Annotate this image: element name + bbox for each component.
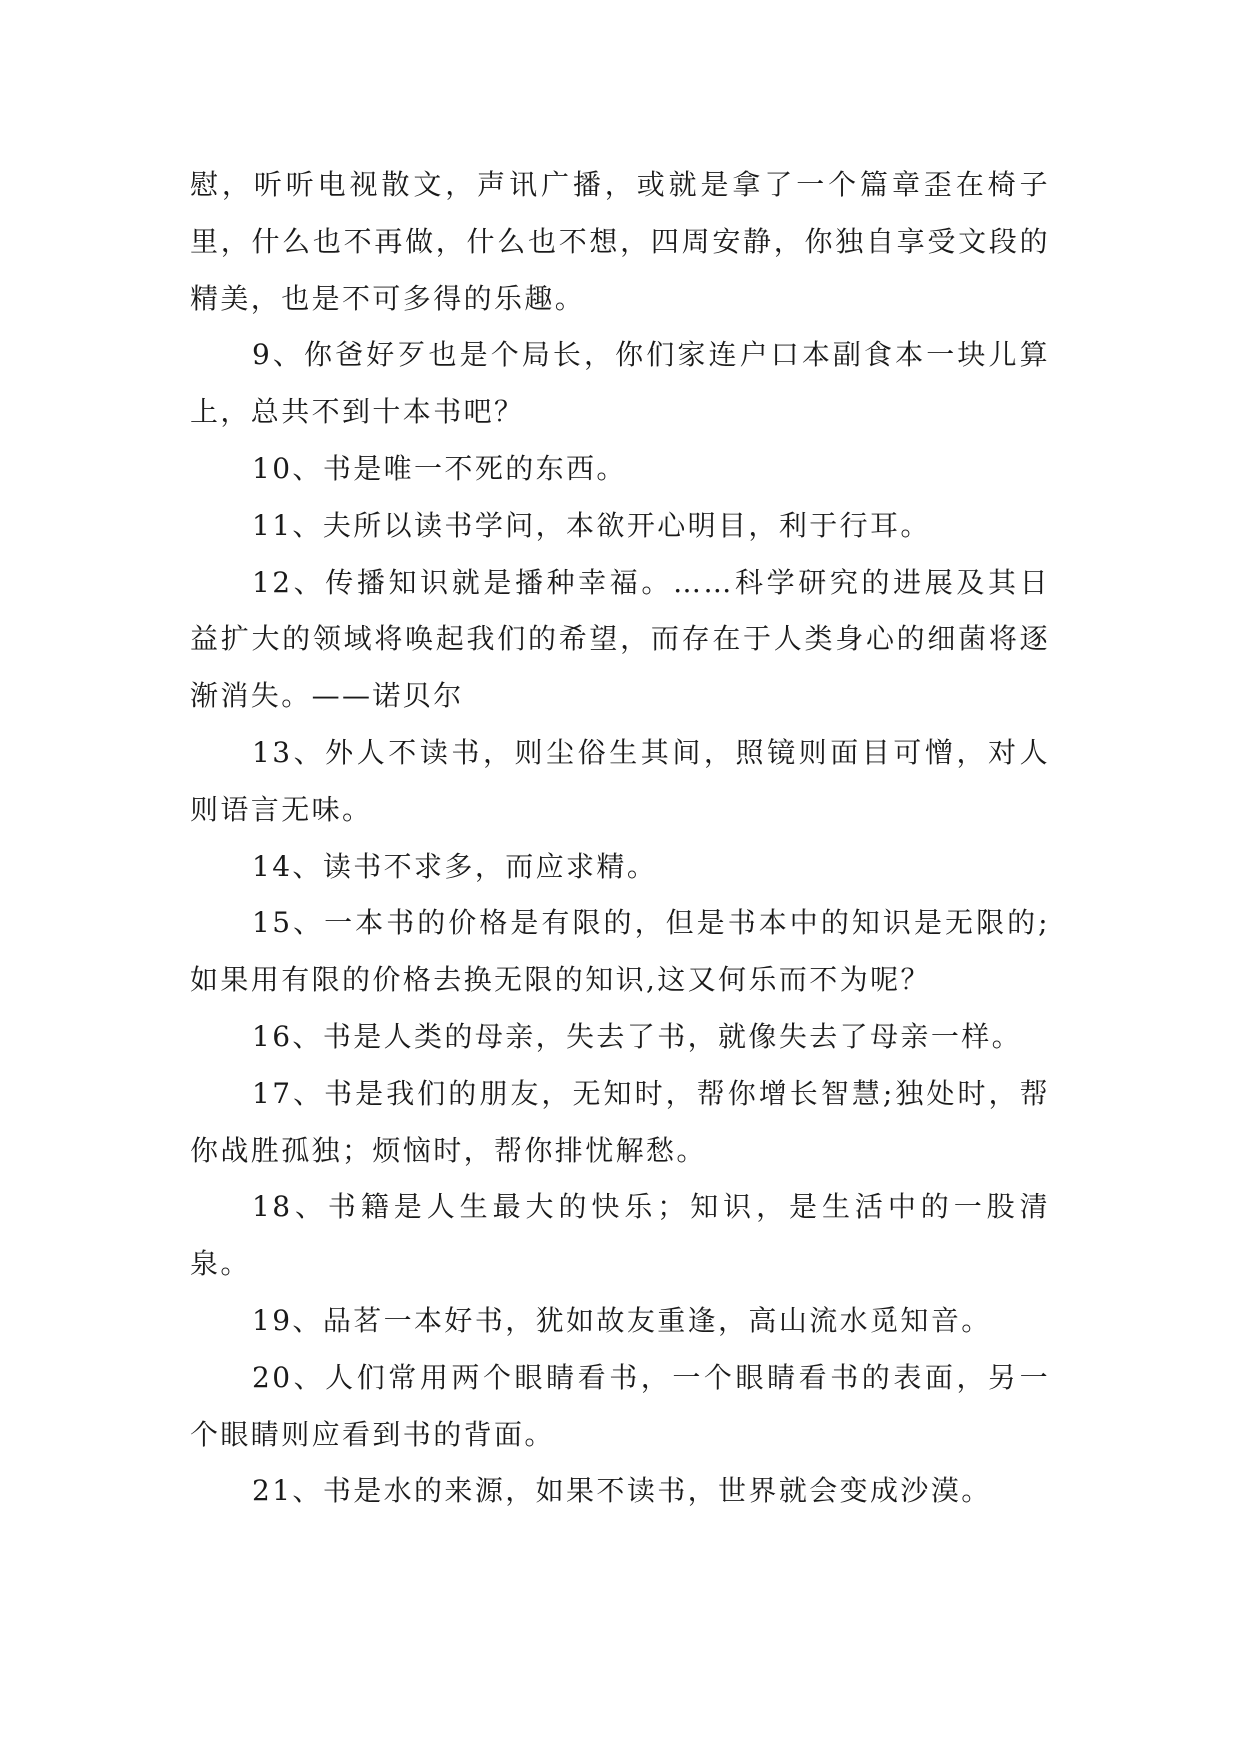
paragraph-quote-18: 18、书籍是人生最大的快乐；知识，是生活中的一股清泉。 [190,1190,1050,1281]
paragraph-quote-14: 14、读书不求多，而应求精。 [252,849,658,883]
paragraph-quote-15: 15、一本书的价格是有限的，但是书本中的知识是无限的;如果用有限的价格去换无限的知识,这又何乐而不为呢？ [190,906,1050,997]
paragraph-quote-19: 19、品茗一本好书，犹如故友重逢，高山流水觅知音。 [252,1303,992,1337]
document-body [190,157,1050,1520]
paragraph-quote-20: 20、人们常用两个眼睛看书，一个眼睛看书的表面，另一个眼睛则应看到书的背面。 [190,1360,1050,1451]
paragraph-quote-10: 10、书是唯一不死的东西。 [252,451,627,485]
paragraph-quote-16: 16、书是人类的母亲，失去了书，就像失去了母亲一样。 [252,1019,1023,1053]
paragraph-quote-12: 12、传播知识就是播种幸福。……科学研究的进展及其日益扩大的领域将唤起我们的希望，而存在于人类身心的细菌将逐渐消失。——诺贝尔 [190,565,1050,713]
paragraph-quote-11: 11、夫所以读书学问，本欲开心明目，利于行耳。 [252,508,931,542]
paragraph-quote-21: 21、书是水的来源，如果不读书，世界就会变成沙漠。 [252,1474,992,1508]
paragraph-quote-13: 13、外人不读书，则尘俗生其间，照镜则面目可憎，对人则语言无味。 [190,735,1050,826]
paragraph-quote-9: 9、你爸好歹也是个局长，你们家连户口本副食本一块儿算上，总共不到十本书吧？ [190,338,1050,429]
paragraph-continuation: 慰，听听电视散文，声讯广播，或就是拿了一个篇章歪在椅子里，什么也不再做，什么也不想，四周安静，你独自享受文段的精美，也是不可多得的乐趣。 [190,168,1050,315]
paragraph-quote-17: 17、书是我们的朋友，无知时，帮你增长智慧;独处时，帮你战胜孤独；烦恼时，帮你排忧解愁。 [190,1076,1050,1167]
